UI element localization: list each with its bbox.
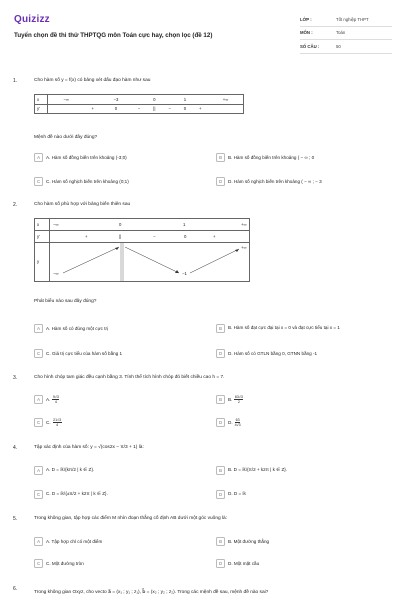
- option-letter: D: [216, 490, 225, 499]
- option-prefix: A.: [46, 396, 51, 402]
- option-c[interactable]: [34, 488, 108, 500]
- option-prefix: D.: [228, 419, 233, 425]
- question-number: 1.: [13, 78, 18, 84]
- sign: ||: [119, 234, 122, 239]
- option-text: A. Hàm số đồng biến trên khoảng (-3;0): [46, 154, 127, 160]
- option-text: D. Hàm số nghịch biến trên khoảng ( − ∞ ; − 3: [228, 178, 322, 184]
- fraction-denominator: 4: [56, 422, 59, 427]
- y-value: +∞: [241, 245, 247, 250]
- subject-value: Toán: [336, 30, 346, 36]
- option-prefix: C.: [46, 419, 51, 425]
- option-b[interactable]: [216, 319, 378, 337]
- option-letter: A: [34, 153, 43, 162]
- option-text: C. Hàm số nghịch biến trên khoảng (0;1): [46, 178, 129, 184]
- option-text: C. Một đường tròn: [46, 560, 84, 566]
- option-text: B. D = ℝ\{π/2 + k2π | k ∈ Z}.: [228, 467, 288, 472]
- sign: +: [85, 234, 88, 239]
- y-prime-label: y': [35, 104, 47, 113]
- quizizz-logo: Quizizz: [14, 14, 50, 25]
- option-d[interactable]: [216, 488, 246, 500]
- option-d[interactable]: [216, 416, 241, 428]
- question-subtext: Mệnh đề nào dưới đây đúng?: [34, 135, 98, 140]
- fraction-numerator: 63√3: [234, 394, 243, 399]
- x-value: +∞: [241, 222, 247, 227]
- option-a[interactable]: [34, 535, 102, 547]
- option-text: A. Hàm số có đúng một cực trị: [46, 325, 109, 331]
- option-fraction: [52, 395, 59, 404]
- sign: −: [137, 106, 141, 112]
- meta-info: [300, 13, 392, 54]
- option-letter: C: [34, 349, 43, 358]
- option-text: C. Giá trị cực tiểu của hàm số bằng 1: [46, 350, 123, 356]
- meta-subject-row: [300, 27, 392, 41]
- count-value: 50: [336, 43, 341, 49]
- question-number: 2.: [13, 202, 18, 208]
- option-text: D. Một mặt cầu: [228, 560, 260, 566]
- x-value: −3: [101, 95, 132, 104]
- sign: +: [198, 106, 202, 112]
- question-text: Trong không gian, tập hợp các điểm M nhìn đoạn thẳng cố định AB dưới một góc vuông là:: [34, 516, 228, 521]
- question-number: 3.: [13, 375, 18, 381]
- option-d[interactable]: [216, 557, 259, 569]
- sign: 0: [114, 106, 118, 112]
- y-prime-row: [35, 231, 249, 243]
- meta-class-row: [300, 13, 392, 27]
- option-b[interactable]: [216, 464, 287, 476]
- option-c[interactable]: [34, 347, 122, 359]
- option-text: A. Tập hợp chỉ có một điểm: [46, 538, 103, 544]
- x-label: x: [35, 95, 47, 104]
- option-letter: C: [34, 490, 43, 499]
- option-c[interactable]: [34, 416, 62, 428]
- option-text: B. Hàm số đồng biến trên khoảng ( − ∞ ; 0: [228, 154, 315, 160]
- option-letter: A: [34, 466, 43, 475]
- x-value: +∞: [208, 95, 243, 104]
- x-label: x: [37, 222, 40, 227]
- sign: −: [153, 234, 156, 239]
- option-letter: C: [34, 559, 43, 568]
- meta-count-row: [300, 40, 392, 54]
- x-row: [35, 219, 249, 231]
- option-letter: B: [216, 466, 225, 475]
- sign: 0: [183, 106, 187, 112]
- fraction-denominator: 4: [54, 399, 57, 404]
- option-letter: C: [34, 177, 43, 186]
- option-a[interactable]: [34, 393, 59, 405]
- option-letter: D: [216, 418, 225, 427]
- question-text: Cho hình chóp tam giác đều cạnh bằng 3. Tính thể tích hình chóp đó biết chiều cao h = 7.: [34, 375, 225, 380]
- variation-arrows: [35, 243, 251, 281]
- option-letter: B: [216, 153, 225, 162]
- class-value: Tốt nghiệp THPT: [336, 16, 369, 22]
- option-b[interactable]: [216, 151, 314, 163]
- question-text: Cho hàm số y = f(x) có bảng xét dấu đạo hàm như sau: [34, 78, 151, 83]
- option-letter: A: [34, 537, 43, 546]
- x-value: −∞: [53, 222, 59, 227]
- x-value: 0: [147, 95, 162, 104]
- count-label: SỐ CÂU :: [300, 43, 320, 49]
- option-text: D. D = ℝ: [228, 491, 247, 496]
- document-title: Tuyển chọn đề thi thử THPTQG môn Toán cực hay, chọn lọc (đề 12): [14, 32, 213, 39]
- y-value: −1: [182, 271, 187, 276]
- subject-label: MÔN :: [300, 30, 313, 36]
- question-subtext: Phát biểu nào sau đây đúng?: [34, 299, 97, 304]
- question-number: 6.: [13, 586, 18, 592]
- option-letter: B: [216, 324, 225, 333]
- option-c[interactable]: [34, 175, 129, 187]
- sign-table: [34, 94, 244, 114]
- header: [0, 0, 400, 56]
- option-letter: A: [34, 324, 43, 333]
- sign: 0: [184, 234, 187, 239]
- fraction-denominator: 2: [237, 399, 240, 404]
- question-text: Cho hàm số phù hợp với bảng biến thiên sau: [34, 202, 131, 207]
- option-letter: D: [216, 559, 225, 568]
- fraction-numerator: 9√3: [52, 394, 59, 399]
- sign: +: [213, 234, 216, 239]
- question-text: Tập xác định của hàm số: y = √(cos2x − π/3 + 1) là:: [34, 445, 144, 450]
- fraction-denominator: 4√3: [234, 422, 241, 427]
- option-letter: B: [216, 537, 225, 546]
- fraction-numerator: 21√3: [53, 417, 62, 422]
- option-text: B. Một đường thẳng: [228, 538, 270, 544]
- option-a[interactable]: [34, 151, 127, 163]
- y-value: −∞: [53, 271, 59, 276]
- x-value: 1: [178, 95, 193, 104]
- option-a[interactable]: [34, 464, 94, 476]
- option-letter: D: [216, 177, 225, 186]
- option-fraction: [53, 418, 62, 427]
- option-d[interactable]: [216, 175, 322, 187]
- fraction-numerator: 63: [235, 417, 240, 422]
- option-fraction: [234, 395, 243, 404]
- option-letter: A: [34, 395, 43, 404]
- option-text: C. D = ℝ\{±π/2 + k2π | k ∈ Z}.: [46, 491, 108, 496]
- option-text: D. Hàm số có GTLN bằng 0, GTNN bằng -1: [228, 350, 318, 356]
- option-letter: B: [216, 395, 225, 404]
- y-prime-label: y': [37, 234, 40, 239]
- sign: ||: [153, 106, 156, 112]
- option-b[interactable]: [216, 393, 243, 405]
- y-row: [35, 243, 249, 281]
- option-c[interactable]: [34, 557, 84, 569]
- sign: −: [168, 106, 171, 112]
- option-d[interactable]: [216, 347, 317, 359]
- question-number: 4.: [13, 445, 18, 451]
- option-a[interactable]: [34, 322, 108, 334]
- option-letter: D: [216, 349, 225, 358]
- x-value: 1: [183, 222, 186, 227]
- option-text: B. Hàm số đạt cực đại tại x = 0 và đạt cực tiểu tại x = 1: [228, 325, 340, 331]
- x-value: 0: [119, 222, 122, 227]
- variation-table: [34, 218, 250, 282]
- question-number: 5.: [13, 516, 18, 522]
- option-letter: C: [34, 418, 43, 427]
- option-prefix: B.: [228, 396, 233, 402]
- sign: +: [91, 106, 95, 112]
- option-fraction: [235, 418, 241, 427]
- question-text: Trong không gian Oxyz, cho vecto a⃗ = (x₁ ; y₁ ; z₁), b⃗ = (x₂ ; y₂ ; z₂). Trong các mệnh đề sau, mệnh đề nào sai?: [34, 590, 269, 595]
- option-b[interactable]: [216, 535, 269, 547]
- class-label: LỚP :: [300, 16, 312, 22]
- option-text: A. D = ℝ\{kπ/2 | k ∈ Z}.: [46, 467, 95, 472]
- y-label: y: [37, 259, 40, 264]
- x-value: −∞: [47, 95, 85, 104]
